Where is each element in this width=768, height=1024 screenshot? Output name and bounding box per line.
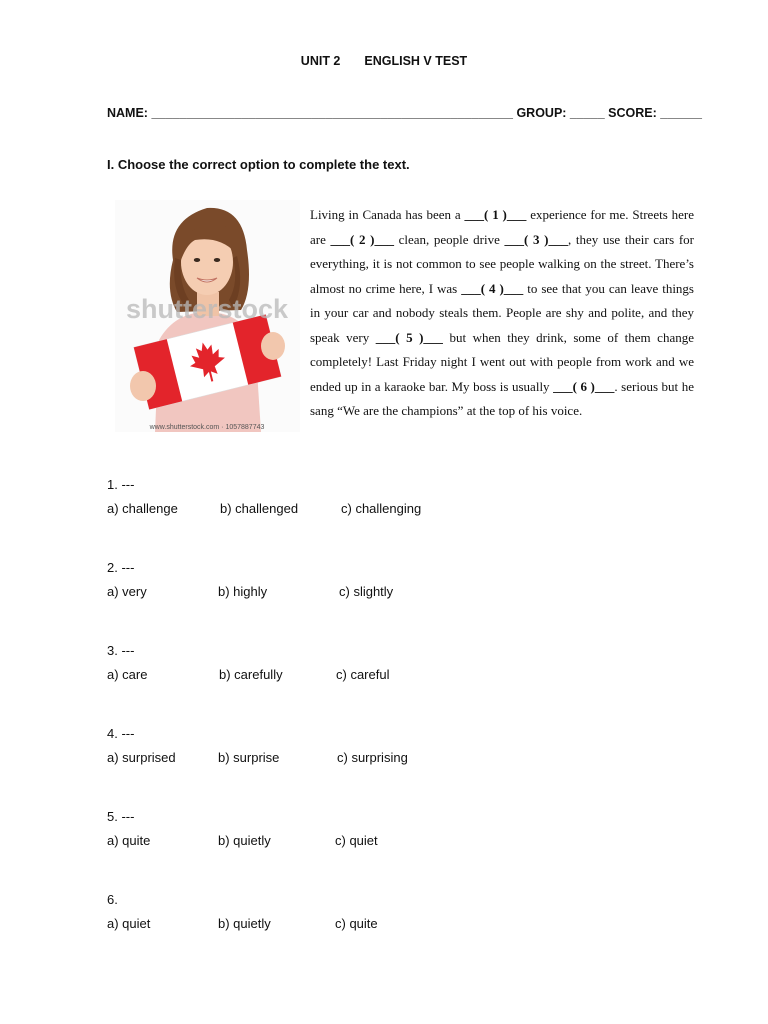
score-label: SCORE: [608,106,657,120]
option-c[interactable]: c) challenging [341,501,422,516]
question-2 [107,560,393,599]
image-caption: www.shutterstock.com · 1057887743 [149,424,265,431]
question-number: 6. [107,892,118,907]
question-number: 4. --- [107,726,135,741]
blank-3: ___( 3 )___ [504,231,568,247]
question-1 [107,477,421,516]
question-4 [107,726,408,765]
group-field[interactable]: _____ [569,106,605,120]
watermark-text: shutterstock [125,294,289,324]
test-label: ENGLISH V TEST [364,54,468,68]
student-info-row [107,106,702,120]
blank-1: ___( 1 )___ [464,207,527,222]
question-number: 2. --- [107,560,135,575]
name-label: NAME: [107,106,148,120]
section-instruction: I. Choose the correct option to complete the text. [107,157,410,172]
option-b[interactable]: b) challenged [220,501,299,516]
passage-text: clean, people drive [393,231,505,247]
passage-text: to see that you can leave things in your car and nobody steals them. People are shy and polite, and they speak very [310,280,694,345]
name-field[interactable]: ____________________________________________________ [151,106,513,120]
option-a[interactable]: a) very [107,584,147,599]
group-label: GROUP: [516,106,567,120]
blank-2: ___( 2 )___ [330,231,394,247]
passage-text: . serious but he sang “We are the champions” at the top of his voice. [310,378,694,418]
option-a[interactable]: a) challenge [107,501,178,516]
passage-text: , they use their cars for everything, it is not common to see people walking on the street. There’s almost no crime here, I was [310,231,695,296]
option-c[interactable]: c) quite [335,916,378,931]
question-5 [107,809,378,848]
option-c[interactable]: c) slightly [339,584,394,599]
option-a[interactable]: a) surprised [107,750,176,765]
woman-with-canada-flag-image [115,200,300,432]
option-c[interactable]: c) surprising [337,750,408,765]
question-number: 3. --- [107,643,135,658]
option-b[interactable]: b) quietly [218,833,271,848]
blank-4: ___( 4 )___ [461,280,524,296]
test-title [0,54,768,68]
question-6 [107,892,378,931]
unit-label: UNIT 2 [300,54,341,68]
option-b[interactable]: b) surprise [218,750,280,765]
question-3 [107,643,389,682]
option-c[interactable]: c) quiet [335,833,378,848]
option-a[interactable]: a) care [107,667,148,682]
option-a[interactable]: a) quite [107,833,151,848]
option-a[interactable]: a) quiet [107,916,151,931]
question-number: 5. --- [107,809,135,824]
passage-text: Living in Canada has been a [310,207,465,222]
option-c[interactable]: c) careful [336,667,390,682]
blank-6: ___( 6 )___ [553,378,615,394]
question-number: 1. --- [107,477,135,492]
blank-5: ___( 5 )___ [375,329,443,345]
passage-text: but when they drink, some of them change completely! Last Friday night I went out with people from work and we ended up in a karaoke bar. My boss is usually [310,329,694,394]
reading-passage [310,203,694,424]
passage-text: experience for me. Streets here are [310,207,694,247]
score-field[interactable]: ______ [660,106,702,120]
option-b[interactable]: b) carefully [219,667,283,682]
option-b[interactable]: b) highly [218,584,268,599]
photo-illustration [115,200,300,432]
option-b[interactable]: b) quietly [218,916,271,931]
